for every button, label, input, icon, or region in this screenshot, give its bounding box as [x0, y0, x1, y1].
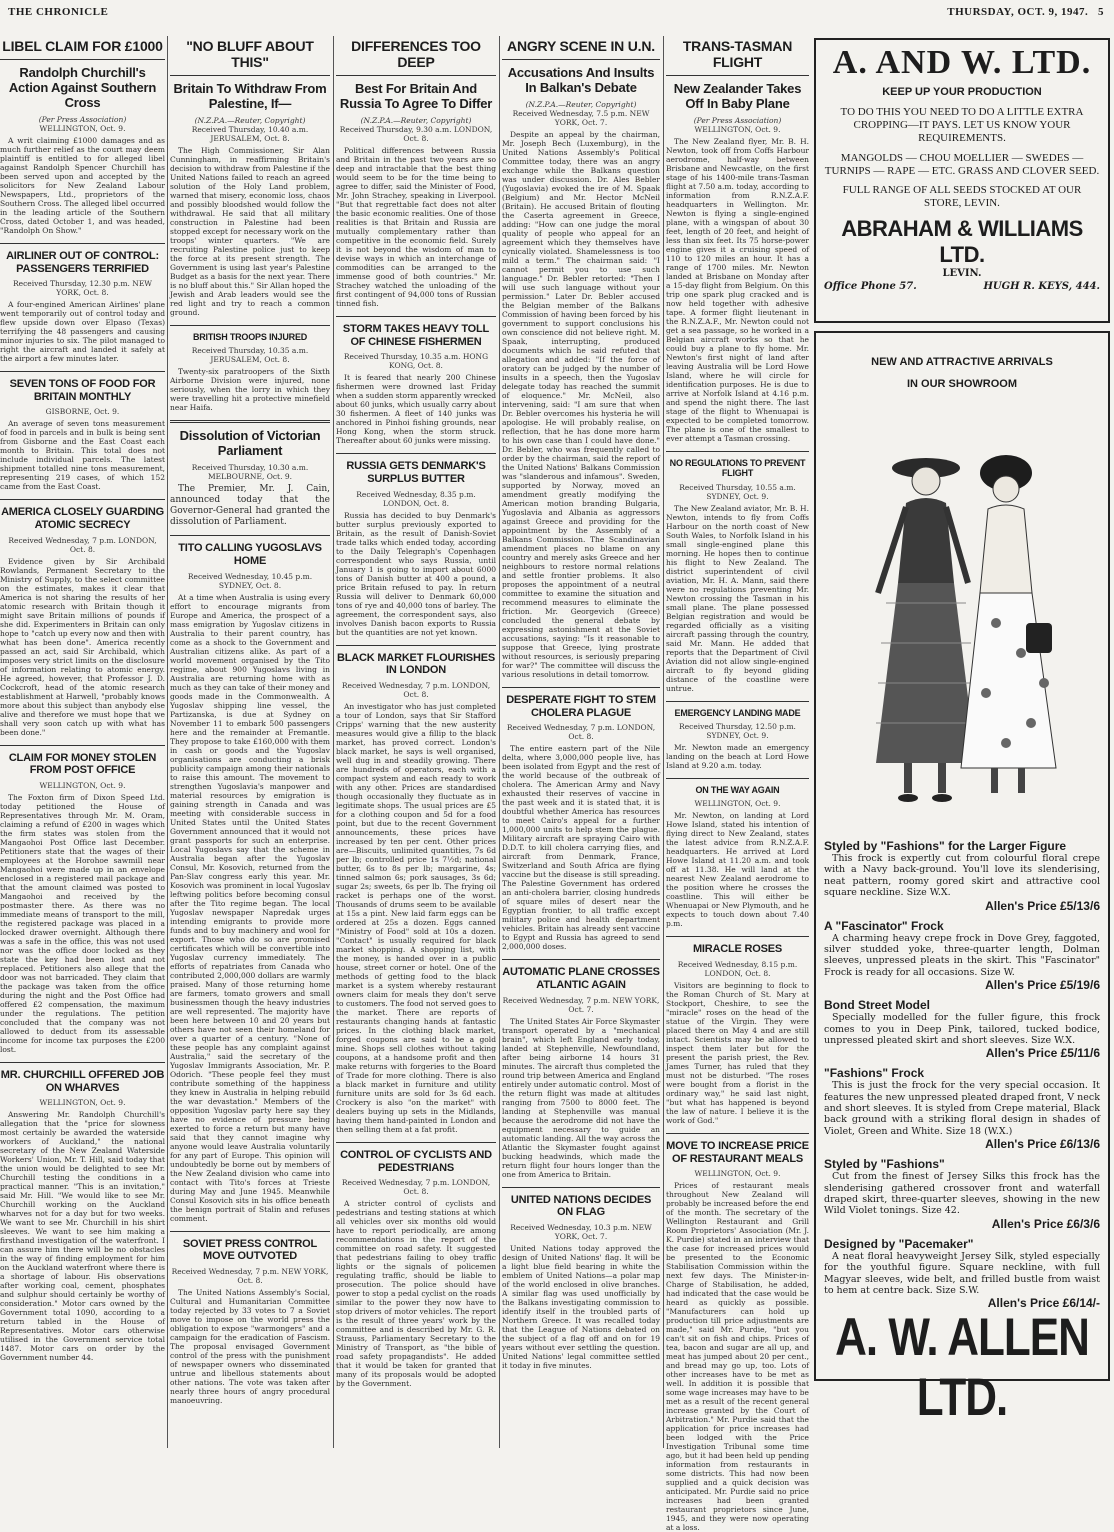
- dateline: WELLINGTON, Oct. 9.: [39, 123, 126, 133]
- headline: RUSSIA GETS DENMARK'S SURPLUS BUTTER: [336, 453, 496, 485]
- paper-name: THE CHRONICLE: [8, 6, 109, 18]
- article-body: Political differences between Russia and Britain in the past two years are so deep and intractable that the best thing would seem to be for the time being to agree to differ, said the Minister of Food, Mr. John Strachey, speaking in Liverpool. "But that regrettable fact does not alter the basic economic realities. One of those realities is that Britain and Russia are mutually complementary rather than competitive in the economic field. Surely it is not beyond the wisdom of man to devise ways in which an interchange of commodities can be arranged to the immense good of both countries." Mr. Strachey watched the unloading of the first contingent of 94,000 tons of Russian tinned fish.: [336, 146, 496, 309]
- article-body: Mr. Newton made an emergency landing on the beach at Lord Howe Island at 9.20 a.m. today.: [666, 743, 809, 771]
- article-body: Visitors are beginning to flock to the Roman Church of St. Mary at Stockport, Cheshire, to see the "miracle" roses on the head of the statue of the Virgin. They were placed there on May 4 and are still intact. Scientists may be allowed to inspect them later but for the present the parish priest, the Rev. James Turner, has ruled that they must not be disturbed. "The roses were bought from a florist in the ordinary way," he said last night, "but what has happened is beyond the law of nature. I believe it is the work of God.": [666, 981, 809, 1126]
- headline: MOVE TO INCREASE PRICE OF RESTAURANT MEALS: [666, 1133, 809, 1165]
- headline: BRITISH TROOPS INJURED: [170, 325, 330, 342]
- article-body: The United States Air Force Skymaster transport operated by a "mechanical brain", which left England early today, landed at Stephenville, Newfoundland, after being airborne 14 hours 31 minutes. The aircraft thus completed the round trip between America and England entirely under automatic control. Most of the return flight was made at altitudes ranging from 7500 to 8000 feet. The landing at Stephenville was manual because the aerodrome did not have the equipment necessary to guide an automatic landing. All the way across the Atlantic the Skymaster fought against bucking headwinds, which made the return flight four hours longer than the one from America to Britain.: [502, 1016, 660, 1179]
- article-body: A four-engined American Airlines' plane went temporarily out of control today and flew upside down over Elpaso (Texas) terrifying the 48 passengers and causing minor injuries to six. The pilot managed to right the aircraft and landed it safely at the airport a few minutes later.: [0, 300, 165, 364]
- headline: CLAIM FOR MONEY STOLEN FROM POST OFFICE: [0, 745, 165, 777]
- headline: ANGRY SCENE IN U.N.: [502, 38, 660, 60]
- dateline: Received Wednesday, 8.35 p.m. LONDON, Oct. 8.: [356, 489, 476, 508]
- manager-name: HUGH R. KEYS, 444.: [983, 281, 1100, 293]
- column-rule: [333, 36, 334, 1448]
- seed-advertisement: [814, 38, 1110, 323]
- subheadline: New Zealander Takes Off In Baby Plane: [673, 81, 802, 112]
- dateline: Received Wednesday, 10.3 p.m. NEW YORK, Oct. 7.: [510, 1222, 652, 1241]
- dateline: WELLINGTON, Oct. 9.: [694, 125, 781, 135]
- product-title: Bond Street Model: [824, 998, 931, 1013]
- product-list: [824, 833, 1100, 1428]
- headline: "NO BLUFF ABOUT THIS": [170, 38, 330, 76]
- article-body: The Foxton firm of Dixon Speed Ltd. today petitioned the House of Representatives through Mr. M. Oram, claiming a refund of £200 in wages which the firm states was stolen from the Mangaohoi Post Office last December. Petitioners state that the wages of their employees at the Horohoe sawmill near Mangaohoi were made up in an envelope enclosed in a registered mail package and that the amount claimed was posted to Mangaohoi and received by the postmaster there. As there was no immediate means of transport to the mill, the registered package was placed in a locked drawer overnight. Although there was a safe in the office, this was not used nor was the office door locked as they state the key had been lost and not replaced. Petitioners also allege that the door was not barricaded. They claim that the package was taken from the office during the night and the Post Office had offered £2 compensation, the maximum under the regulations. The petition concluded that the company was not allowed to deduct from its assessable income for income tax purposes the £200 lost.: [0, 793, 165, 1055]
- headline: AMERICA CLOSELY GUARDING ATOMIC SECRECY: [0, 499, 165, 531]
- issue-date: THURSDAY, OCT. 9, 1947. 5: [947, 6, 1104, 18]
- article-body: An average of seven tons measurement of food in parcels and in bulk is being sent from Gisborne and the East Coast each month to Britain. This total does not include individual parcels. The latest shipment totalled nine tons measurement, representing 219 cases, of which 152 came from the East Coast.: [0, 419, 165, 492]
- column-rule: [663, 36, 664, 1448]
- dateline: Received Wednesday, 8.15 p.m. LONDON, Oct. 8.: [677, 960, 798, 979]
- headline: NO REGULATIONS TO PREVENT FLIGHT: [666, 451, 809, 479]
- subheadline: Britain To Withdraw From Palestine, If—: [173, 81, 327, 112]
- article-body: The New Zealand flyer, Mr. B. H. Newton, took off from Coffs Harbour aerodrome, half-way between Brisbane and Newcastle, on the first stage of his 1400-mile trans-Tasman flight at 7.50 a.m. today, according to information from R.N.Z.A.F. headquarters in Wellington. Mr. Newton is flying a single-engined plane, with a wingspan of about 30 feet, length of 20 feet, and height of less than six feet. Its 75 horse-power engine gives it a cruising speed of 110 to 120 miles an hour. It has a range of 1700 miles. Mr. Newton landed at Brisbane on Monday after a 15-day flight from Belgium. On this trip one spark plug cracked and is now held together with adhesive tape. A former flight lieutenant in the R.N.Z.A.F., Mr. Newton could not get a sea passage, so he worked in a Belgian aircraft works so that he could buy a plane to fly home. Mr. Newton's first night of land after leaving Australia will be Lord Howe Island, where he will circle for identification purposes. He is due to arrive at Norfolk Island at 4.16 p.m. and spend the night there. The last stage of the flight to Whenuapai is expected to be completed tomorrow. The plane is one of the smallest to ever attempt a Tasman crossing.: [666, 137, 809, 444]
- headline: STORM TAKES HEAVY TOLL OF CHINESE FISHERMEN: [336, 316, 496, 348]
- article-body: A stricter control of cyclists and pedestrians and testing stations at which all vehicles over six months old would have to report periodically, are among recommendations in the report of the committee on road safety. It suggested that pedestrians failing to obey traffic lights or the signals of policemen regulating traffic, should be liable to prosecution. The police should have power to stop a pedal cyclist on the roads similar to the power they now have to stop drivers of motor vehicles. The report is the result of three years' work by the committee and is described by Mr. G. R. Strauss, Parliamentary Secretary to the Ministry of Transport, as "the bible of road safety propagandists". He added that it would be taken for granted that many of its proposals would be adopted by the Government.: [336, 1199, 496, 1389]
- ad-text: TO DO THIS YOU NEED TO DO A LITTLE EXTRA CROPPING—IT PAYS. LET US KNOW YOUR REQUIREMENTS.: [840, 106, 1084, 145]
- dateline: Received Thursday, 10.30 a.m. MELBOURNE, Oct. 9.: [191, 463, 309, 482]
- ad-heading: NEW AND ATTRACTIVE ARRIVALS IN OUR SHOWROOM: [871, 356, 1053, 390]
- subheadline: Accusations And Insults In Balkan's Debate: [507, 65, 655, 96]
- ad-text: FULL RANGE OF ALL SEEDS STOCKED AT OUR STORE, LEVIN.: [842, 183, 1082, 210]
- article-body: The United Nations Assembly's Social, Cultural and Humanitarian Committee today rejected by 33 votes to 7 a Soviet move to impose on the world press the obligation to expose "warmongers" and a campaign for the eradication of Fascism. The proposal envisaged Government control of the press with the punishment of newspaper owners who disseminated untrue and libellous statements about other nations. The vote was taken after nearly three hours of angry procedural manoeuvring.: [170, 1288, 330, 1406]
- source-line: (Per Press Association): [693, 116, 782, 126]
- article-body: United Nations today approved the design of United Nations' flag. It will be a light blue field bearing in white the emblem of United Nations—a polar map of the world enclosed in olive branches. A similar flag was used unofficially by the Balkans investigating commission to identify itself in the troubled parts of Northern Greece. It was recalled today that the League of Nations debated on the subject of a flag off and on for 19 years without ever settling the question. United Nations' legal committee settled it today in five minutes.: [502, 1243, 660, 1370]
- dateline: Received Wednesday, 7 p.m. NEW YORK, Oct. 7.: [502, 995, 660, 1014]
- article-body: It is feared that nearly 200 Chinese fishermen were drowned last Friday when a sudden storm apparently wrecked about 60 junks, which usually carry about 30 fishermen. A fleet of 140 junks was anchored in Pinhoi fishing grounds, near Hong Kong, when the storm struck. Thereafter about 60 junks were missing.: [336, 373, 497, 446]
- headline: SEVEN TONS OF FOOD FOR BRITAIN MONTHLY: [0, 371, 165, 403]
- headline: UNITED NATIONS DECIDES ON FLAG: [502, 1187, 660, 1219]
- product-title: Styled by "Fashions" for the Larger Figure: [824, 839, 1067, 853]
- headline: DESPERATE FIGHT TO STEM CHOLERA PLAGUE: [502, 687, 660, 719]
- headline: BLACK MARKET FLOURISHES IN LONDON: [336, 645, 496, 677]
- dateline: WELLINGTON, Oct. 9.: [694, 1169, 781, 1179]
- product-title: A "Fascinator" Frock: [824, 918, 944, 933]
- product-title: Designed by "Pacemaker": [824, 1236, 974, 1251]
- column-2: [170, 38, 330, 1450]
- ad-subtitle: KEEP UP YOUR PRODUCTION: [882, 86, 1042, 98]
- dateline: Received Wednesday, 7 p.m. LONDON, Oct. 8.: [341, 1178, 491, 1197]
- article-body: Mr. Newton, on landing at Lord Howe Island, stated his intention of flying direct to New Zealand, states the latest advice from R.N.Z.A.F. headquarters. He arrived at Lord Howe Island at 11.20 a.m. and took off at 11.38. He will land at the nearest New Zealand aerodrome to the position where he crosses the coastline. This will either be Whenuapai or New Plymouth, and he expects to touch down about 7.40 p.m.: [666, 811, 809, 929]
- headline: Dissolution of Victorian Parliament: [179, 428, 321, 459]
- source-line: (N.Z.P.A.—Reuter, Copyright): [194, 116, 306, 126]
- ad-text: MANGOLDS — CHOU MOELLIER — SWEDES — TURNIPS — RAPE — ETC. GRASS AND CLOVER SEED.: [824, 151, 1100, 177]
- product-price: Allen's Price £6/3/6: [991, 1216, 1100, 1231]
- store-footer: A. W. ALLEN LTD.: [835, 1308, 1089, 1428]
- dateline: Received Thursday, 9.30 a.m. LONDON, Oct. 8.: [339, 125, 493, 144]
- product-description: This is just the frock for the very special occasion. It features the new unpressed pleated draped front, V neck and short sleeves. It is styled from Crepe material, Black back ground with a striking floral design in shades of Violet, Green and White. Size 18 (W.X.): [824, 1080, 1100, 1137]
- product-price: Allen's Price £5/11/6: [985, 1046, 1100, 1061]
- headline: DIFFERENCES TOO DEEP: [336, 38, 496, 76]
- column-5: [666, 38, 809, 1532]
- article-body: Despite an appeal by the chairman, Mr. Joseph Bech (Luxemburg), in the United Nations Assembly's Political Committee today, there was an angry exchange while the Balkans question was under discussion. Dr. Ales Bebler (Yugoslavia) evoked the ire of M. Spaak (Belgium) and Mr. Hector McNeil (Britain). He accused Britain of flouting the Caserta agreement in Greece, adding: "How can one judge the moral quality of people who appeal for an agreement which they themselves have cynically violated. Shamelessness is too mild a term." The chairman said: "I cannot permit you to use such language." Dr. Bebler retorted: "Then I will use such language without your permission." Later Dr. Bebler accused the Belgian member of the Balkans Commission of having been forced by his government to support conclusions his own conscience did not believe right. M. Spaak, interrupting, produced documents which he said refuted that allegation and added: "If the force of oratory can be judged by the number of insults in a speech, then the Yugoslav delegate today has reached the summit of eloquence." Mr. McNeil, also intervening, said: "I am sure that when Dr. Bebler overcomes his hysteria he will apologise. He will probably realise, on reflection, that he has done more harm to his own case than I could have done." Dr. Bebler, who was frequently called to order by the chairman, said the report of the United Nations' Balkans Commission was "slanderous and infamous". Sweden, supported by Norway, moved an amendment greatly modifying the American motion branding Bulgaria, Yugoslavia and Albania as aggressors against Greece and providing for the appointment by the Assembly of a Balkans Commission. The Scandinavian amendment places no blame on any country and merely asks Greece and her neighbours to restore normal relations and settle frontier problems. It also proposes the appointment of a neutral committee to examine the situation and recommend measures to eliminate the friction. Mr. Georgevich (Greece) concluded the general debate by expressing astonishment at the Soviet accusations, saying: "Is it reasonable to suppose that Greece, lying prostrate without resources, is seriously preparing for war?" The committee will discuss the various resolutions in detail tomorrow.: [502, 129, 660, 679]
- product-price: Allen's Price £5/19/6: [985, 978, 1100, 993]
- divider: [170, 420, 330, 423]
- dateline: Received Wednesday, 7 p.m. LONDON, Oct. 8.: [341, 680, 491, 699]
- store-town: LEVIN.: [942, 268, 982, 280]
- column-rule: [499, 36, 500, 1448]
- office-line: [824, 281, 1100, 292]
- article-body: The High Commissioner, Sir Alan Cunningham, in reaffirming Britain's decision to withdraw from Palestine if the United Nations failed to reach an agreed solution of the Holy Land problem, warned that misery, economic loss, chaos and possibly bloodshed would follow the withdrawal. He said that all military construction in Palestine had been stopped except for necessary work on the troops' winter quarters. "We are recruiting Palestine police just to keep the force at its present strength. The Government is using last year's Palestine Budget as a basis for the next year. There is no bluff about this." Sir Allan hoped the Jewish and Arab leaders would see the red light and try to reach a common ground.: [170, 146, 330, 318]
- article-body: Russia has decided to buy Denmark's butter surplus previously exported to Britain, as the result of Danish-Soviet trade talks which ended today, according to the Daily Telegraph's Copenhagen correspondent who says Russia, until January 1 is going to import about 6000 tons of Danish butter at 400 a pound, a price Britain refused to pay. In return Russia will deliver to Denmark 60,000 tons of rye and 40,000 tons of barley. The agreement, the correspondent says, also involves Danish bacon exports to Russia but the quantities are not yet known.: [336, 510, 496, 637]
- dateline: Received Thursday, 10.40 a.m. JERUSALEM, Oct. 8.: [191, 125, 309, 144]
- product-description: A neat floral heavyweight Jersey Silk, styled especially for the youthful figure. Square neckline, with full Magyar sleeves, wide belt, and frilled bustle from waist to hem at centre back. Size S.W.: [824, 1250, 1100, 1296]
- dateline: GISBORNE, Oct. 9.: [45, 407, 120, 417]
- article-body: Twenty-six paratroopers of the Sixth Airborne Division were injured, none seriously, when the lorry in which they were travelling hit a protective minefield near Haifa.: [170, 367, 330, 413]
- article-body: The New Zealand aviator, Mr. B. H. Newton, intends to fly from Coffs Harbour on the north coast of New South Wales, to Norfolk Island in his small single-engined plane this morning. He hopes then to continue his flight to New Zealand. The district superintendent of civil aviation, Mr. H. A. Mann, said there were no regulations preventing Mr. Newton crossing the Tasman in his small plane. The plane possessed Belgian registration and would be regarded officially as a visiting aircraft passing through the country, said Mr. Mann. He added that reports that the Department of Civil Aviation did not allow single-engined aircraft to fly beyond gliding distance of the coastline were untrue.: [666, 503, 809, 693]
- dateline: Received Thursday, 12.50 p.m. SYDNEY, Oct. 9.: [679, 722, 796, 741]
- headline: ON THE WAY AGAIN: [666, 778, 809, 795]
- article-body: The entire eastern part of the Nile delta, where 3,000,000 people live, has been isolated from Egypt and the rest of the world because of the outbreak of cholera. The American Army and Navy exhausted their reserves of vaccine in the past week and it is stated that, it is doubtful whether America has resources to meet Cairo's appeal for a further 1,000,000 units to help stem the plague. Military aircraft are spraying Cairo with D.D.T. to kill cholera carrying flies, and aircraft from Denmark, France, Switzerland and South Africa are flying vaccine but the disease is still spreading. The Palestine Government has ordered an anti-cholera barrier, closing hundreds of square miles of desert near the Egyptian frontier, to all traffic except military police and health department vehicles. Britain has already sent vaccine to Egypt and Russia has agreed to send 2,000,000 doses.: [502, 744, 660, 952]
- headline: MR. CHURCHILL OFFERED JOB ON WHARVES: [0, 1062, 165, 1094]
- article-body: At a time when Australia is using every effort to encourage migrants from Europe and America, the prospect of a mass emigration by Yugoslav citizens in Australia to their parent country, has come as a shock to the Government and Australian citizens alike. As part of a world movement organised by the Tito regime, about 900 Yugoslavs living in Australia are returning home with as much as they can take of their money and goods made in the Commonwealth. A Yugoslav shipping line vessel, the Partizanska, is due at Sydney on November 11 to embark 500 passengers here and the remainder at Fremantle. They propose to take £160,000 with them in cash or goods and the Yugoslav organisations are conducting a brisk publicity campaign among their nationals to raise this amount. The movement to strengthen Yugoslavia's manpower and material resources by emigration is gaining strength in Canada and was meeting with considerable success in United States until the United States Government announced that it would not grant passports for such an enterprise. Local Yugoslavs say that the scheme in Australia began after the Yugoslav Consul, Mr. Kosovich, returned from the Pan-Slav congress early this year. Mr. Kosovich was prominent in local Yugoslav leftwing politics before becoming consul after the Tito regime began. The local Yugoslav newspaper Napredak urges intending emigrants to provide more funds and to buy machinery and wool for export. Those who do so are promised certificates which will be convertible into Yugoslav currency immediately. The efforts of repatriates from Canada who contributed 2,000,000 dollars are warmly praised. Many of those returning home are farmers, tomato growers and small businessmen though the heavy industries are well represented. The majority have been here between 10 and 20 years but others have not seen their homeland for over a quarter of a century. "None of these people has any complaint against Australia," said the secretary of the Yugoslav Immigrants Association, Mr. P. Odorich. "These people feel they must contribute something of the happiness they knew in Australia in helping rebuild the war devastation." Members of the opposition Yugoslav party here say they have no evidence of pressure being exerted to force a return but many have said that they cannot imagine why anyone would leave Australia voluntarily for any part of Europe. This opinion will undoubtedly be borne out by members of the New Zealand division who came into contact with Tito's forces at Trieste during May and June 1945. Meanwhile Consul Kosovich sits in his office beneath the benign portrait of Stalin and refuses comment.: [170, 592, 330, 1223]
- column-rule: [167, 36, 168, 1448]
- headline: CONTROL OF CYCLISTS AND PEDESTRIANS: [336, 1142, 496, 1174]
- headline: AIRLINER OUT OF CONTROL: PASSENGERS TERRIFIED: [0, 243, 165, 275]
- dateline: Received Wednesday, 7 p.m. LONDON, Oct. 8.: [506, 723, 656, 742]
- product-item: [824, 1237, 1100, 1311]
- page-number: 5: [1098, 6, 1104, 18]
- dateline: Received Thursday, 10.55 a.m. SYDNEY, Oct. 9.: [679, 482, 796, 501]
- article-body: A writ claiming £1000 damages and as much further relief as the court may deem plaintiff is entitled to for alleged libel against Randolph Spencer Churchill has been served upon and accepted by the solicitors for New Zealand Labour Newspapers, Ltd., proprietors of the Southern Cross. The alleged libel occurred in the leading article of the Southern Cross, dated October 1, and was headed, "Randolph On Show.": [0, 135, 165, 235]
- masthead: [0, 0, 1114, 30]
- product-description: Specially modelled for the fuller figure, this frock comes to you in Deep Pink, tailored, tucked bodice, unpressed pleated skirt and short sleeves. Size W.X.: [824, 1012, 1100, 1046]
- office-phone: Office Phone 57.: [824, 281, 917, 293]
- column-1: [0, 38, 165, 1450]
- article-body: Prices of restaurant meals throughout New Zealand will probably be increased before the end of the month. The secretary of the Wellington Restaurant and Grill Room Proprietors' Association (Mr. J. K. Purdie) stated in an interview that the case for increased prices would be presented to the Economic Stabilisation Commission within the next few days. The Minister-in-Charge of Stabilisation, he added, had indicated that the case would be heard as quickly as possible. "Manufacturers can hold up production till price adjustments are made," said Mr. Purdie, "but you can't sit on fish and chips. Prices of tea, bacon and sugar are all up, and meat has jumped about 20 per cent., and bread may go up, too. Lots of other increases have to be met as well. In addition it is possible that some wage increases may have to be met as a result of the recent general increase granted by the Court of Arbitration." Mr. Purdie said that the application for price increases had been lodged with the Price Investigation Tribunal some time ago, but it had been held up pending information from restaurants in some districts. This had now been supplied and a quick decision was anticipated. Mr. Purdie said no price increases had been granted restaurant proprietors since June, 1945, and they were now operating at a loss.: [666, 1181, 809, 1532]
- dateline: Received Wednesday, 7 p.m. NEW YORK, Oct. 8.: [171, 1267, 329, 1286]
- advertisement-column: [814, 38, 1110, 1428]
- headline: TRANS-TASMAN FLIGHT: [666, 38, 809, 76]
- column-3: [336, 38, 496, 1450]
- product-item: [824, 1157, 1100, 1231]
- headline: SOVIET PRESS CONTROL MOVE OUTVOTED: [170, 1231, 330, 1263]
- article-body: An investigator who has just completed a tour of London, says that Sir Stafford Cripps' warning that the new austerity measures would give a fillip to the black market, has proved correct. London's black market, he says is well organised, well dug in and steadily growing. There are hundreds of operators, each with a compact system and each ready to work with any other. Prices are standardised though occasionally they fluctuate as in legitimate shops. The usual prices are £5 for a clothing coupon and 5d for a food point, but due to the recent Government announcements, these prices have increased by ten per cent. Other prices are—Biscuits, unlimited quantities, 7s 6d per lb; controlled price 1s 7½d; national butter, 6s to 8s per lb; margarine, 4s; tinned salmon 6s; pork sausages, 3s 6d; sugar 2s; sweets, 6s per lb. The frying oil racket is perhaps one of the worst. Thousands of drums seem to be available at 15s a pint. New laid farm eggs can be ordered at 25s a dozen. Eggs canned "Ministry of Food" sold at 10s a dozen. "Contact" is usually required for black market shopping. A shopping list, with the money, is handed over in a public house, street corner or hotel. One of the methods of getting food to the black market is a system whereby restaurant owners claim for meals they don't serve to customers. The food not served goes to the market. There are reports of restaurants changing hands at fantastic prices. In the clothing black market, forged coupons are said to be a gold mine. Shops sell clothes without taking coupons, at a handsome profit and then make returns with forgeries to the Board of Trade for more clothing. There is also a black market in furniture and utility furniture units are sold for 3s 6d each. Crockery is also "on the market" with dealers buying up sets in the Midlands, having them hand-painted in London and then selling them at a fat profit.: [336, 701, 496, 1134]
- headline: LIBEL CLAIM FOR £1000: [0, 38, 165, 60]
- dateline: Received Thursday, 10.35 a.m. HONG KONG, Oct. 8.: [343, 352, 489, 371]
- store-name: ABRAHAM & WILLIAMS LTD.: [841, 216, 1083, 268]
- dateline: WELLINGTON, Oct. 9.: [39, 781, 126, 791]
- column-4: [502, 38, 660, 1450]
- product-price: Allen's Price £6/14/-: [987, 1296, 1100, 1311]
- dateline: Received Wednesday, 7.5 p.m. NEW YORK, Oct. 7.: [512, 108, 650, 127]
- dateline: Received Wednesday, 10.45 p.m. SYDNEY, Oct. 8.: [187, 571, 313, 590]
- headline: AUTOMATIC PLANE CROSSES ATLANTIC AGAIN: [502, 959, 660, 991]
- dateline: Received Wednesday, 7 p.m. LONDON, Oct. 8.: [8, 535, 157, 554]
- fashion-advertisement: [814, 331, 1110, 1428]
- product-item: [824, 1066, 1100, 1151]
- source-line: (Per Press Association): [38, 114, 127, 124]
- product-description: A charming heavy crepe frock in Dove Grey, faggoted, silver studded yoke, three-quarter length, Dolman sleeves, unpressed pleats in the skirt. This "Fascinator" Frock is ready for all occasions. Size W.: [824, 932, 1100, 978]
- subheadline: Best For Britain And Russia To Agree To Differ: [339, 81, 493, 112]
- product-description: This frock is expertly cut from colourful floral crepe with a Navy back-ground. You'll love its slenderising, neat pattern, roomy gored skirt and attractive cool square neckline. Size W.X.: [824, 853, 1100, 899]
- fashion-illustration: [856, 423, 1066, 818]
- ad-title: A. AND W. LTD.: [832, 44, 1092, 81]
- article-body: Evidence given by Sir Archibald Rowlands, Permanent Secretary to the Ministry of Supply, to the select committee on the estimates, makes it clear that America is not sharing the results of her atomic research with Britain though it might save Britain millions of pounds if she did. Experimenters in Britain can only hope to "catch up every now and then with what has been done". America recently passed an act, said Sir Archibald, which imposes very strict limits on the disclosure of information relating to atomic energy. He agreed, however, that Professor J. D. Cockcroft, head of the atomic research establishment at Harwell, "probably knows more about this subject than anybody else alive and therefore we must hope that we shall very soon catch up with what has been done.": [0, 556, 165, 737]
- product-title: "Fashions" Frock: [824, 1066, 925, 1081]
- product-title: Styled by "Fashions": [824, 1157, 945, 1172]
- dateline: WELLINGTON, Oct. 9.: [39, 1098, 126, 1108]
- product-item: [824, 998, 1100, 1060]
- headline: MIRACLE ROSES: [666, 936, 809, 956]
- article-body: The Premier, Mr. J. Cain, announced today that the Governor-General had granted the dissolution of Parliament.: [170, 484, 330, 527]
- product-description: Cut from the finest of Jersey Silks this frock has the slenderising gathered crossover front and waterfall draped skirt, three-quarter sleeves, showing in the new Wild Violet tonings. Size 42.: [824, 1171, 1100, 1217]
- source-line: (N.Z.P.A.—Reuter, Copyright): [360, 116, 472, 126]
- product-price: Allen's Price £5/13/6: [985, 898, 1100, 913]
- product-item: [824, 839, 1100, 913]
- headline: EMERGENCY LANDING MADE: [666, 701, 809, 718]
- subheadline: Randolph Churchill's Action Against Southern Cross: [8, 65, 157, 110]
- dateline: WELLINGTON, Oct. 9.: [694, 799, 781, 809]
- product-item: [824, 919, 1100, 993]
- dateline: Received Thursday, 12.30 p.m. NEW YORK, Oct. 8.: [12, 279, 153, 298]
- product-price: Allen's Price £6/13/6: [985, 1137, 1100, 1152]
- dateline: Received Thursday, 10.35 a.m. JERUSALEM, Oct. 8.: [191, 346, 309, 365]
- headline: TITO CALLING YUGOSLAVS HOME: [170, 535, 330, 567]
- article-body: Answering Mr. Randolph Churchill's allegation that the "price for slowness most certainly be awarded the waterside workers of Auckland," the national secretary of the New Zealand Waterside Workers' Union, Mr. T. Hill, said today that the union would be delighted to see Mr. Churchill testing the conditions in a practical manner. "This is an invitation," said Mr. Hill. "We would like to see Mr. Churchill working on the Auckland wharves not for a day but for two weeks. We want to see Mr. Churchill in his shirt sleeves. We want to see him making a firsthand investigation of the waterfront. I can assure him there will be no obstacles in the way of finding employment for him on the Auckland waterfront where there is a shortage of labour. His observations after working coal, cement, phosphates and sulphur should certainly be worthy of consideration." Motor cars owned by the Government total 1090, according to a return tabled in the House of Representatives. Motor cars otherwise utilised in the Government service total 1487. Motor cars on order by the Government number 44.: [0, 1110, 165, 1363]
- source-line: (N.Z.P.A.—Reuter, Copyright): [525, 99, 637, 109]
